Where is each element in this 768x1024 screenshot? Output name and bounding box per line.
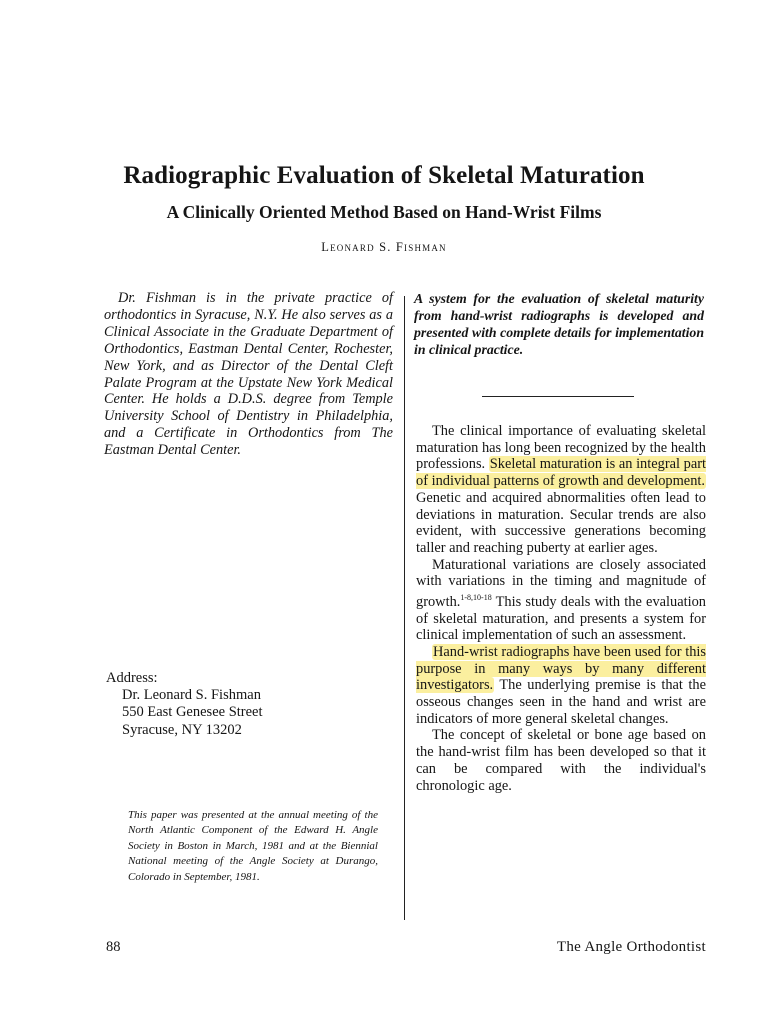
body-paragraph — [416, 423, 706, 557]
body-text-span: The underlying premise is that the osseous changes seen in the hand and wrist are indicators of more general skeletal changes. — [416, 677, 706, 727]
article-subtitle: A Clinically Oriented Method Based on Hand-Wrist Films — [166, 202, 602, 222]
author-name: Leonard S. Fishman — [321, 240, 447, 254]
author-address — [106, 670, 263, 739]
body-text-span: The clinical importance of evaluating skeletal maturation has long been recognized by the health professions. — [416, 423, 706, 473]
body-text-span: Maturational variations are closely associated with variations in the timing and magnitude of growth. — [416, 556, 706, 610]
abstract-divider — [482, 396, 634, 397]
column-divider — [404, 296, 405, 920]
presentation-note: This paper was presented at the annual meeting of the North Atlantic Component of the Edward H. Angle Society in Boston in March, 1981 and at the Biennial National meeting of the Angle Society at Durango, Colorado in September, 1981. — [128, 809, 378, 883]
address-name: Dr. Leonard S. Fishman — [122, 687, 261, 704]
abstract: A system for the evaluation of skeletal maturity from hand-wrist radiographs is developed and presented with complete details for implementation in clinical practice. — [414, 291, 704, 357]
body-text-span: This study deals with the evaluation of skeletal maturation, and presents a system for clinical implementation of such an assessment. — [416, 593, 706, 644]
body-paragraph — [416, 644, 706, 728]
address-street: 550 East Genesee Street — [122, 704, 263, 721]
highlighted-text: Skeletal maturation is an integral part of individual patterns of growth and development. — [416, 456, 706, 490]
page-number: 88 — [106, 939, 121, 955]
citation-reference: 1-8,10-18 — [460, 593, 492, 603]
article-body — [416, 423, 706, 794]
address-city: Syracuse, NY 13202 — [122, 721, 242, 738]
journal-name: The Angle Orthodontist — [556, 939, 706, 955]
body-text-span: Genetic and acquired abnormalities often lead to deviations in maturation. Secular trends are also evident, with successive generations becoming taller and reaching puberty at earlier ages. — [416, 489, 706, 556]
author-bio: Dr. Fishman is in the private practice of orthodontics in Syracuse, N.Y. He also serves as a Clinical Associate in the Graduate Department of Orthodontics, Eastman Dental Center, Rochester, New York, and as Director of the Dental Cleft Palate Program at the Upstate New York Medical Center. He holds a D.D.S. degree from Temple University School of Dentistry in Philadelphia, and a Certificate in Orthodontics from The Eastman Dental Center. — [104, 290, 393, 459]
body-paragraph — [416, 557, 706, 644]
address-label: Address: — [106, 670, 158, 686]
body-paragraph — [416, 727, 706, 794]
highlighted-text: Hand-wrist radiographs have been used for this purpose in many ways by many different investigators. — [416, 643, 706, 694]
body-text-span: The concept of skeletal or bone age based on the hand-wrist film has been developed so that it can be compared with the individual's chronologic age. — [416, 727, 706, 794]
article-title: Radiographic Evaluation of Skeletal Maturation — [123, 162, 645, 189]
